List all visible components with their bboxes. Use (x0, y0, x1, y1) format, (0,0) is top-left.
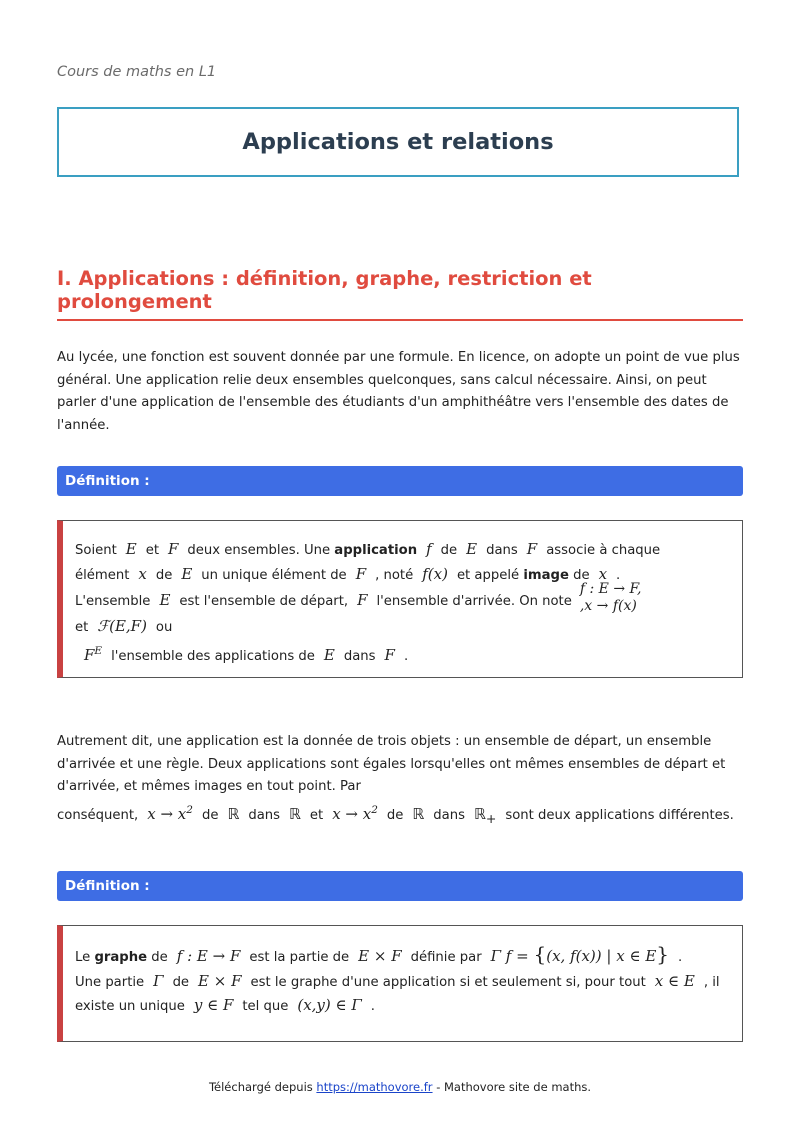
text: et appelé (456, 567, 520, 583)
text: de (172, 974, 190, 990)
math-set-of-maps: ℱ(E,F) (97, 617, 147, 635)
math-R: ℝ (412, 804, 425, 823)
base: x → x (147, 804, 187, 823)
definition-header-1: Définition : (57, 466, 743, 496)
set-body: (x, f(x)) | x ∈ E (546, 947, 657, 965)
math-fx: f(x) (422, 564, 448, 583)
text: de (151, 950, 168, 965)
text: associe à chaque élément (75, 543, 661, 583)
math-E: E (323, 645, 335, 664)
math-graph-definition (482, 942, 678, 966)
text: Soient (75, 543, 117, 558)
math-ExF: E × F (198, 971, 242, 990)
section-title: I. Applications : définition, graphe, restriction et prolongement (57, 267, 743, 321)
text: dans (248, 807, 281, 823)
math-x-squared (323, 805, 387, 823)
math-x: x (138, 564, 147, 583)
math-y-in-F: y ∈ F (193, 996, 234, 1014)
text: , il existe un unique (75, 974, 720, 1014)
math-F: F (168, 540, 179, 558)
math-E: E (125, 540, 137, 558)
exponent: E (94, 644, 103, 657)
exponent: 2 (186, 803, 193, 816)
text: ou (155, 620, 173, 635)
math-E: E (466, 540, 478, 558)
text: est l'ensemble de départ, (179, 594, 349, 609)
math-f-E-F: f : E → F (176, 947, 241, 965)
paragraph-2 (57, 731, 743, 830)
definition-header-2: Définition : (57, 871, 743, 901)
term-image: image (523, 567, 569, 583)
text: et (145, 543, 159, 558)
math-gamma: Γ (153, 971, 164, 990)
title-box (57, 107, 739, 177)
brace-open: { (533, 942, 547, 966)
math-F-power-E (75, 646, 111, 664)
map-bottom: ,x → f(x) (579, 598, 637, 614)
math-E: E (159, 591, 171, 609)
text: Le (75, 950, 91, 965)
math-ExF: E × F (358, 947, 402, 965)
math-F: F (357, 591, 368, 609)
text: et (309, 807, 324, 823)
text: est la partie de (249, 950, 350, 965)
math-x-squared (138, 805, 202, 823)
math-E: E (181, 564, 193, 583)
text: , noté (375, 567, 414, 583)
text: dans (486, 543, 518, 558)
math-F: F (526, 540, 538, 558)
text: l'ensemble des applications de (111, 648, 315, 664)
math-F: F (384, 645, 395, 664)
text: de (440, 543, 458, 558)
subscript: + (485, 810, 497, 826)
math-x-in-E: x ∈ E (654, 971, 695, 990)
map-top: f : E → F, (579, 581, 642, 597)
text: de (573, 567, 590, 583)
text: dans (343, 648, 376, 664)
footer-link[interactable]: https://mathovore.fr (316, 1080, 433, 1094)
math-xy-in-gamma: (x,y) ∈ Γ (297, 996, 362, 1014)
text: sont deux applications différentes. (505, 807, 734, 823)
math-F: F (355, 564, 367, 583)
text: . (403, 648, 409, 664)
term-application: application (334, 543, 418, 558)
text: . (370, 999, 375, 1014)
text: de (201, 807, 219, 823)
text: l'ensemble d'arrivée. On note (376, 594, 572, 609)
base: ℝ (473, 804, 486, 823)
text: de (386, 807, 404, 823)
text: . (678, 950, 683, 965)
footer-suffix: - Mathovore site de maths. (436, 1080, 592, 1094)
definition-box-2 (57, 925, 743, 1042)
text: de (155, 567, 173, 583)
term-graphe: graphe (94, 950, 148, 965)
gamma-f: Γ f = (490, 947, 529, 965)
footer (0, 1080, 800, 1094)
definition-box-1 (57, 520, 743, 678)
footer-prefix: Téléchargé depuis (208, 1080, 313, 1094)
page-title: Applications et relations (242, 129, 554, 155)
text: et (75, 620, 89, 635)
exponent: 2 (371, 803, 378, 816)
math-x: x (598, 564, 608, 583)
text: dans (433, 807, 465, 823)
text: tel que (242, 999, 289, 1014)
math-R: ℝ (289, 804, 301, 823)
text: Autrement dit, une application est la donnée de trois objets : un ensemble de départ, un ensemble d'arrivée et une règle. Deux applications sont égales lorsqu'elles ont mêmes ensembles de départ et d'arrivée, et mêmes images en tout point. Par conséquent, (57, 734, 726, 823)
math-R-plus (465, 804, 505, 826)
text: un unique élément de (201, 567, 347, 583)
math-R: ℝ (227, 804, 240, 823)
text: . L'ensemble (75, 567, 621, 609)
text: est le graphe d'une application si et seulement si, pour tout (250, 974, 646, 990)
base: F (84, 645, 95, 664)
map-notation (572, 581, 650, 615)
base: x → x (332, 804, 372, 823)
intro-paragraph: Au lycée, une fonction est souvent donnée par une formule. En licence, on adopte un point de vue plus général. Une application relie deux ensembles quelconques, sans calcul nécessaire. Ainsi, on peut parler d'une application de l'ensemble des étudiants d'un amphithéâtre vers l'ensemble des dates de l'année. (57, 350, 740, 433)
text: Une partie (75, 974, 145, 990)
text: deux ensembles. Une (187, 543, 331, 558)
course-header: Cours de maths en L1 (57, 64, 217, 80)
text: définie par (410, 950, 482, 965)
brace-close: } (656, 942, 670, 966)
math-f: f (426, 540, 432, 558)
